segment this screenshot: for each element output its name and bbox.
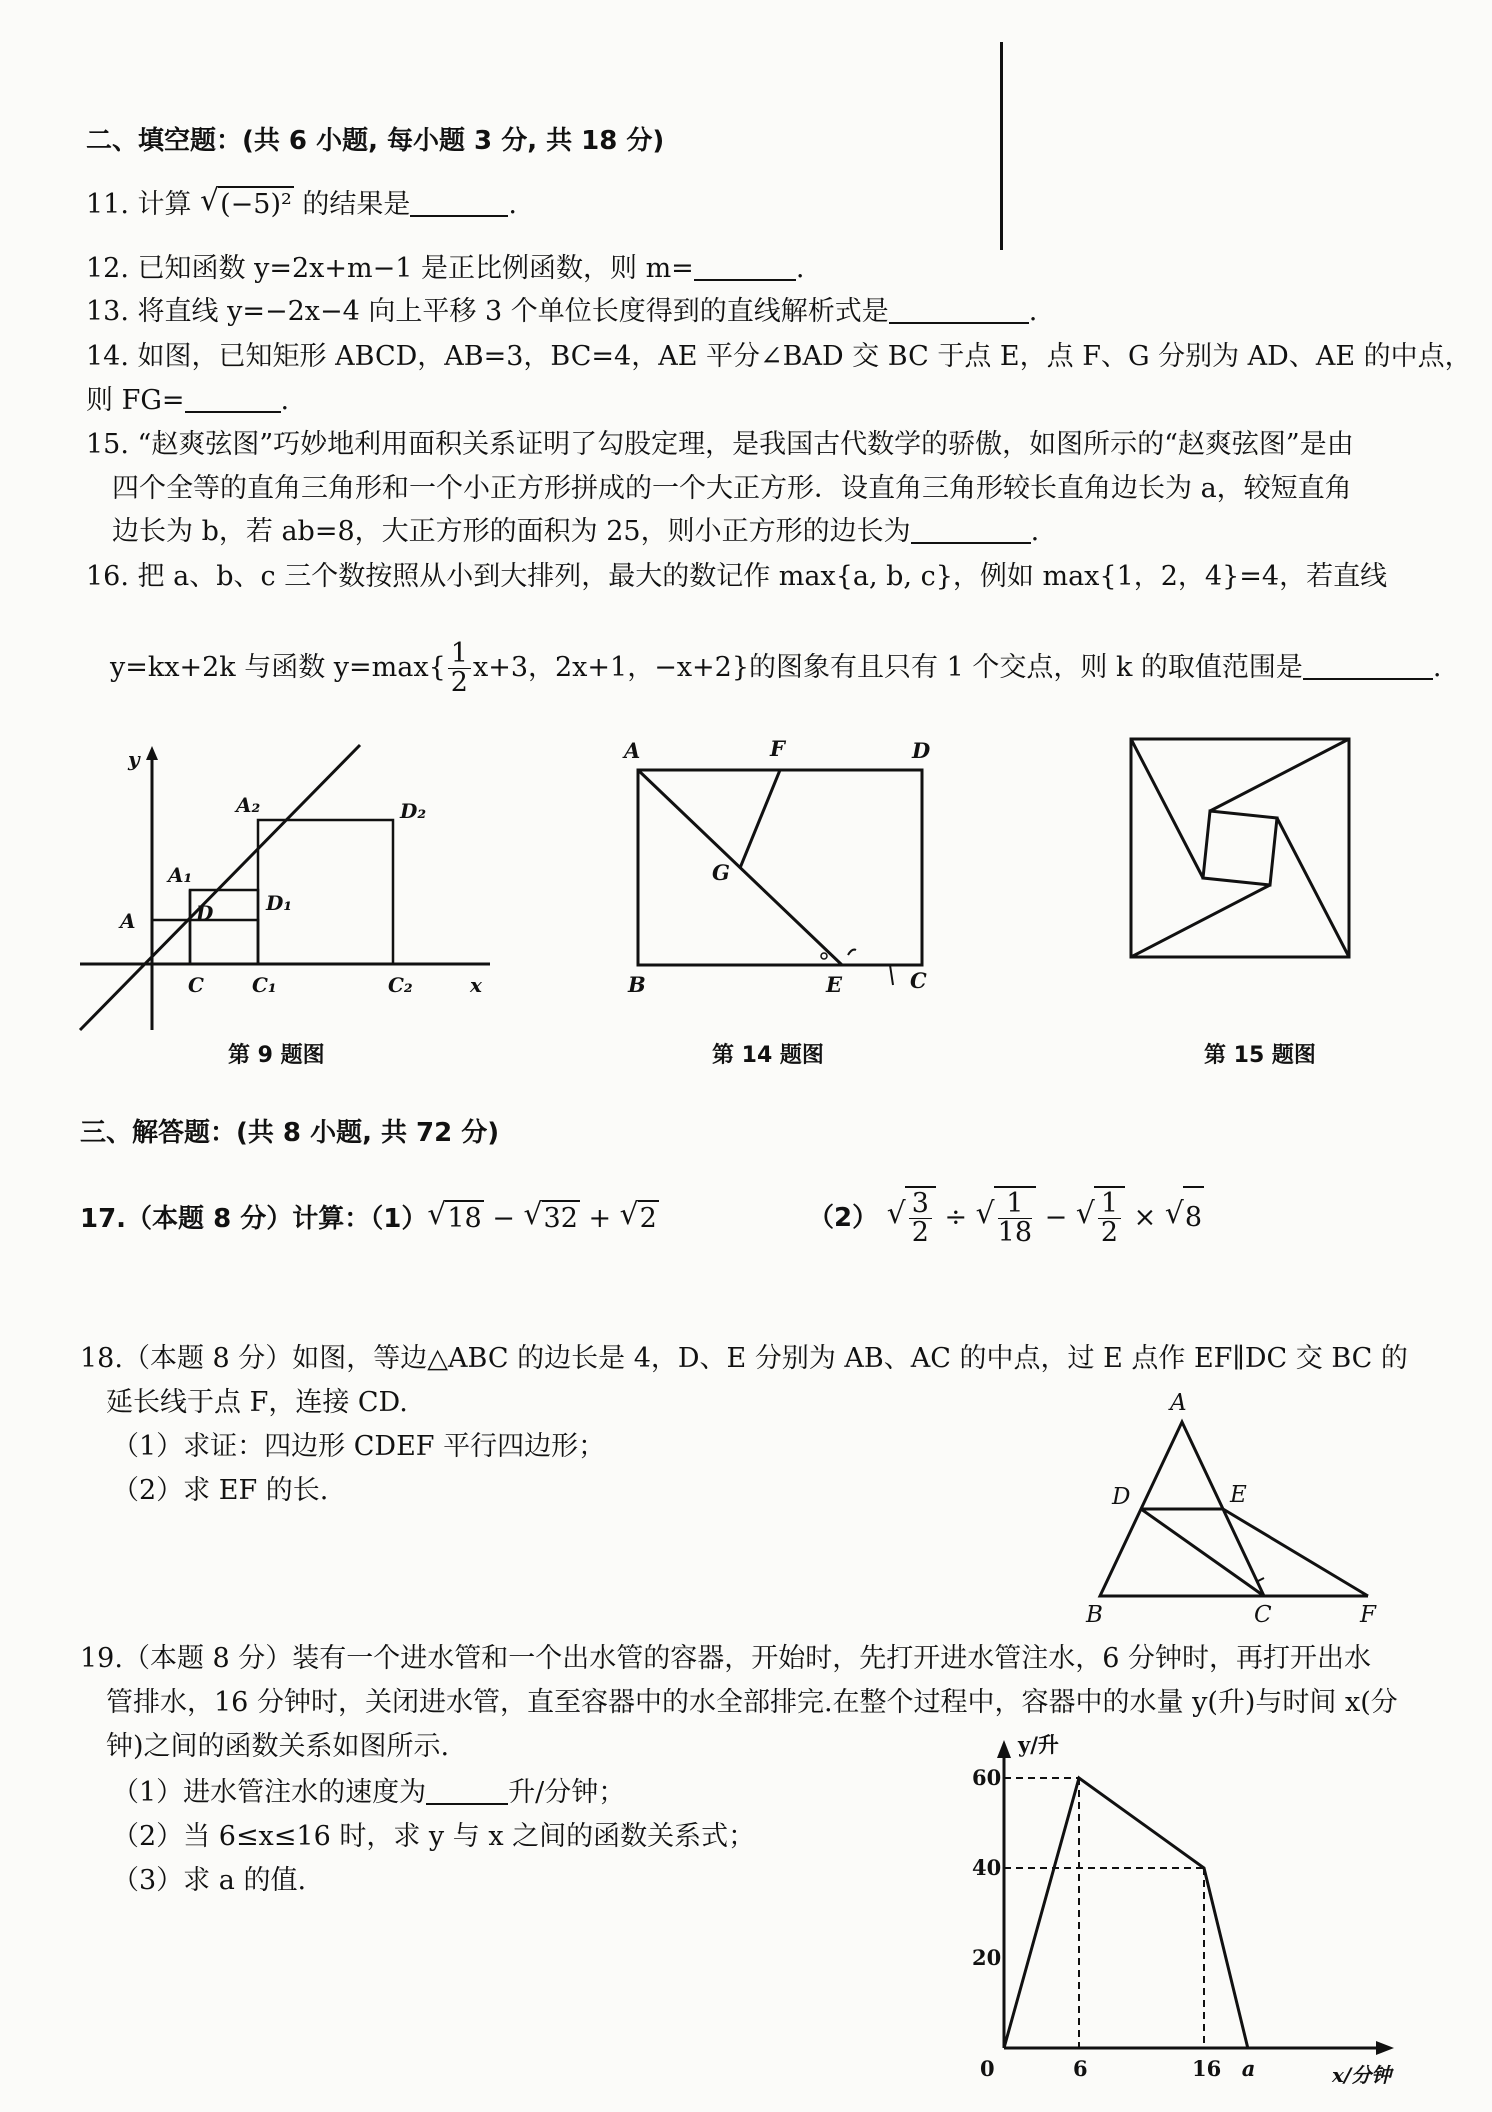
question-16-line-2 [110, 638, 1442, 698]
q16-answer-blank[interactable] [1303, 654, 1433, 680]
q17-p2-b-num: √ 1 [998, 1190, 1032, 1219]
fig9-line [80, 745, 360, 1030]
q16-frac-num: 1 [448, 640, 471, 669]
fig9-label-D2: D₂ [400, 799, 427, 823]
fig9-label-A: A [120, 909, 136, 933]
q17-p2-sqrt-d [1165, 1186, 1204, 1248]
fig9-label-C: C [188, 973, 204, 997]
q19-x-arrow [1376, 2041, 1394, 2055]
q17-sqrt-a [427, 1200, 483, 1236]
question-19-part-3: （3）求 a 的值. [112, 1865, 307, 1896]
question-11 [86, 186, 517, 222]
question-15-line-3 [112, 515, 1039, 549]
figure-9-caption: 第 9 题图 [228, 1043, 325, 1068]
question-14-line-2 [86, 384, 289, 418]
q15-line3: 边长为 b，若 ab=8，大正方形的面积为 25，则小正方形的边长为 [112, 516, 911, 547]
q19-x-tick-3: a [1241, 2056, 1256, 2081]
figure-15 [1120, 728, 1360, 968]
fig9-label-C2: C₂ [388, 973, 413, 997]
q12-end: . [795, 253, 805, 284]
q17-sqrt-c [620, 1200, 659, 1236]
question-16-line-1: 16. 把 a、b、c 三个数按照从小到大排列，最大的数记作 max{a, b, c}，例如 max{1，2，4}=4，若直线 [86, 561, 1388, 592]
question-17-part-2: （2） √ $\frac{3}{2}$ ÷ √ $\frac{1}{18}$ − √ $\frac{1}{2}$ × √ 8 [808, 1186, 1204, 1248]
question-12 [86, 252, 804, 286]
q11-end: . [508, 189, 517, 220]
fig18-label-E: E [1230, 1482, 1247, 1508]
q17-sqrt-b [524, 1200, 580, 1236]
q13-text: 13. 将直线 y=−2x−4 向上平移 3 个单位长度得到的直线解析式是 [86, 296, 889, 327]
q13-answer-blank[interactable] [889, 298, 1029, 324]
q17-p2-d: 8 [1183, 1186, 1204, 1248]
q17-p2-sqrt-b [976, 1186, 1036, 1248]
q12-answer-blank[interactable] [694, 255, 796, 281]
q16-pre: y=kx+2k 与函数 y=max{ [110, 652, 446, 683]
q14-line2: 则 FG= [86, 385, 185, 416]
q14-end: . [280, 385, 290, 416]
q11-post: 的结果是 [293, 189, 411, 220]
q19-series-line [1004, 1778, 1248, 2048]
q17-p2-a-num: √ 3 [909, 1190, 932, 1219]
q16-fraction [448, 637, 471, 698]
section-3-heading: 三、解答题：(共 8 小题, 共 72 分) [80, 1118, 500, 1148]
question-18-part-2: （2）求 EF 的长. [112, 1475, 329, 1506]
question-15-line-2: 四个全等的直角三角形和一个小正方形拼成的一个大正方形．设直角三角形较长直角边长为 a，较短直角 [112, 473, 1352, 504]
q15-end: . [1030, 516, 1040, 547]
fig18-label-F: F [1360, 1602, 1376, 1626]
figure-14 [620, 730, 950, 1000]
q17-radicand-a: 18 [445, 1200, 483, 1236]
q17-p2-sqrt-c [1076, 1186, 1125, 1248]
question-13 [86, 295, 1037, 329]
q19-y-arrow [997, 1740, 1011, 1758]
q17-radicand-b: 32 [542, 1200, 580, 1236]
fig15-small-square [1203, 811, 1277, 885]
q19-x-tick-0: 0 [980, 2056, 995, 2081]
fig9-label-A2: A₂ [236, 793, 261, 817]
question-17: 17.（本题 8 分）计算：（1）√ 18 − √ 32 + √ 2 [80, 1200, 659, 1236]
q17-label: 17.（本题 8 分）计算：（1） [80, 1204, 428, 1234]
q11-radicand: (−5)² [218, 186, 294, 222]
q19-y-tick-0: 20 [972, 1945, 1002, 1970]
fig9-label-x: x [470, 973, 482, 997]
question-14-line-1: 14. 如图，已知矩形 ABCD，AB=3，BC=4，AE 平分∠BAD 交 BC 于点 E，点 F、G 分别为 AD、AE 的中点， [86, 341, 1472, 372]
fig9-label-C1: C₁ [252, 973, 277, 997]
q17-p2-a-den: 2 [911, 1217, 929, 1248]
q19-p1-post: 升/分钟； [508, 1777, 626, 1808]
q12-text: 12. 已知函数 y=2x+m−1 是正比例函数，则 m= [86, 253, 694, 284]
q19-answer-blank[interactable] [426, 1779, 508, 1805]
q19-x-label: x/分钟 [1332, 2063, 1392, 2087]
q17-p2-c-den: 2 [1100, 1217, 1119, 1248]
q16-frac-den: 2 [450, 667, 468, 698]
fig15-big-square [1131, 739, 1349, 957]
fig14-label-E: E [826, 972, 843, 997]
fig14-FG [740, 770, 780, 868]
fig9-label-A1: A₁ [168, 863, 193, 887]
q14-answer-blank[interactable] [185, 387, 281, 413]
q19-y-tick-2: 60 [972, 1765, 1002, 1790]
q16-end: . [1432, 652, 1442, 683]
q19-p1-pre: （1）进水管注水的速度为 [112, 1777, 427, 1808]
q16-post: x+3，2x+1，−x+2}的图象有且只有 1 个交点，则 k 的取值范围是 [472, 652, 1303, 683]
question-19-line-1: 19.（本题 8 分）装有一个进水管和一个出水管的容器，开始时，先打开进水管注水，6 分钟时，再打开出水 [80, 1643, 1372, 1674]
fig9-label-D: D [196, 901, 214, 925]
q17-radicand-c: 2 [638, 1200, 659, 1236]
q19-y-label: y/升 [1018, 1732, 1059, 1757]
figure-18 [1070, 1386, 1410, 1626]
q11-sqrt [200, 186, 294, 222]
fig9-label-D1: D₁ [266, 891, 293, 915]
q17-p2-b-den: 18 [997, 1217, 1033, 1248]
q11-pre: 11. 计算 [86, 189, 201, 220]
question-18-line-1: 18.（本题 8 分）如图，等边△ABC 的边长是 4，D、E 分别为 AB、AC 的中点，过 E 点作 EF∥DC 交 BC 的 [80, 1343, 1408, 1374]
section-2-heading: 二、填空题：(共 6 小题, 每小题 3 分, 共 18 分) [86, 126, 665, 156]
q19-y-tick-1: 40 [972, 1855, 1002, 1880]
figure-9 [70, 730, 510, 1050]
q19-x-tick-2: 16 [1192, 2056, 1222, 2081]
binding-mark [1000, 42, 1003, 250]
question-15-line-1: 15. “赵爽弦图”巧妙地利用面积关系证明了勾股定理，是我国古代数学的骄傲，如图所示的“赵爽弦图”是由 [86, 429, 1354, 460]
fig14-label-A: A [624, 738, 641, 763]
fig14-label-D: D [912, 738, 931, 763]
fig18-label-D: D [1112, 1484, 1131, 1510]
q17-p2-label: （2） [808, 1203, 879, 1233]
question-19-line-2: 管排水，16 分钟时，关闭进水管，直至容器中的水全部排完.在整个过程中，容器中的水量 y(升)与时间 x(分 [106, 1687, 1398, 1718]
question-19-part-2: （2）当 6≤x≤16 时，求 y 与 x 之间的函数关系式； [112, 1821, 756, 1852]
q19-x-tick-1: 6 [1073, 2056, 1088, 2081]
fig14-label-B: B [628, 972, 646, 997]
q15-answer-blank[interactable] [911, 518, 1031, 544]
fig18-label-C: C [1254, 1602, 1272, 1626]
q17-p2-sqrt-a [887, 1186, 936, 1248]
figure-14-caption: 第 14 题图 [712, 1043, 824, 1068]
question-18-line-2: 延长线于点 F，连接 CD. [106, 1387, 408, 1418]
question-18-part-1: （1）求证：四边形 CDEF 平行四边形； [112, 1431, 606, 1462]
fig14-label-F: F [770, 736, 785, 761]
q11-answer-blank[interactable] [410, 191, 508, 217]
figure-15-caption: 第 15 题图 [1204, 1043, 1316, 1068]
fig9-label-y: y [128, 747, 140, 771]
q19-graph [970, 1730, 1410, 2100]
question-19-line-3: 钟)之间的函数关系如图所示. [106, 1731, 450, 1762]
fig14-label-C: C [910, 968, 927, 993]
q13-end: . [1028, 296, 1038, 327]
fig14-rectangle [638, 770, 922, 965]
fig14-label-G: G [712, 860, 730, 885]
fig18-label-B: B [1086, 1602, 1103, 1626]
fig18-label-A: A [1170, 1390, 1187, 1416]
question-19-part-1 [112, 1776, 625, 1810]
q17-p2-c-num: √ 1 [1098, 1190, 1121, 1219]
